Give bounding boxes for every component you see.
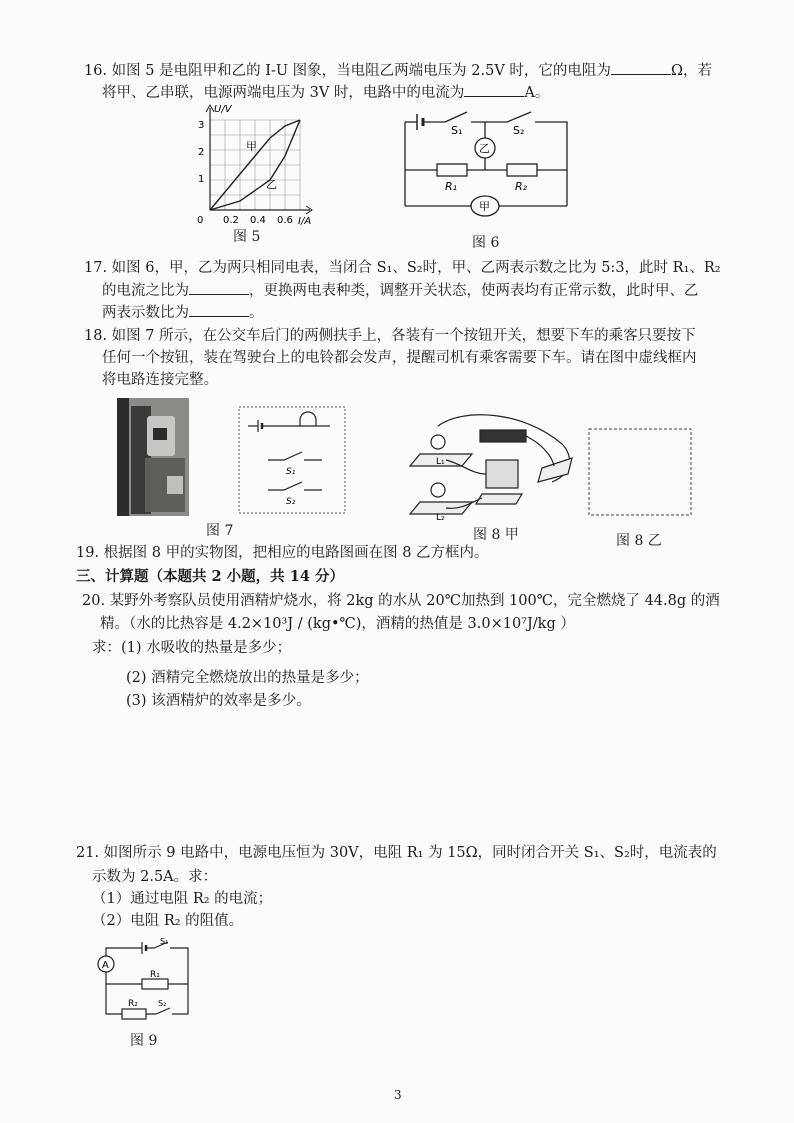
fig8-l2-label: L₂ xyxy=(436,513,445,522)
fig5-ytick-2: 2 xyxy=(198,147,205,158)
fig9-s1-label: S₁ xyxy=(160,937,169,946)
q20-line-2: 精。（水的比热容是 4.2×10³J / (kg•℃)，酒精的热值是 3.0×10⁷J/kg ） xyxy=(100,616,575,632)
fig8-yi-caption: 图 8 乙 xyxy=(616,533,662,549)
fig6-switch-s1-icon xyxy=(445,112,467,122)
fig9-ammeter-label: A xyxy=(102,960,109,971)
fig8-bulb-l1-icon xyxy=(431,435,445,449)
q16-text-2: 将甲、乙串联，电源两端电压为 3V 时，电路中的电流为 xyxy=(102,85,465,101)
fig7-photo xyxy=(117,398,189,516)
fig5-ytick-1: 1 xyxy=(198,174,205,185)
fig7-bell-icon xyxy=(300,412,316,426)
fig6-r2-label: R₂ xyxy=(515,180,528,193)
q16-text-1: 16. 如图 5 是电阻甲和乙的 I-U 图象，当电阻乙两端电压为 2.5V 时，它的电阻为 xyxy=(84,63,611,79)
fig8-switch-base xyxy=(476,494,522,504)
q21-part-1: （1）通过电阻 R₂ 的电流； xyxy=(92,891,273,907)
fig5-xtick-06: 0.6 xyxy=(277,215,293,225)
q21-line-2: 示数为 2.5A。求： xyxy=(92,869,218,885)
figure-6-circuit xyxy=(395,108,580,230)
fig8-ammeter-icon xyxy=(486,460,518,488)
fig6-s1-label: S₁ xyxy=(451,124,463,137)
fig6-s2-label: S₂ xyxy=(513,124,525,137)
fig8-jia-physical-circuit xyxy=(402,404,582,522)
q21-part-2: （2）电阻 R₂ 的阻值。 xyxy=(92,913,244,929)
q17-text-2a: 的电流之比为 xyxy=(102,283,189,299)
q17-text-2b: ，更换两电表种类，调整开关状态，使两表均有正常示数，此时甲、乙 xyxy=(249,283,699,299)
fig8-yi-dashed-frame xyxy=(589,429,691,515)
figure-9-circuit xyxy=(92,936,202,1026)
fig7-photo-button xyxy=(153,428,167,440)
q20-ask-label: 求： xyxy=(92,640,121,656)
q18-line-2: 任何一个按钮，装在驾驶台上的电铃都会发声，提醒司机有乘客需要下车。请在图中虚线框内 xyxy=(102,350,697,366)
q20-part-2: (2) 酒精完全燃烧放出的热量是多少； xyxy=(126,670,369,686)
fig8-l1-label: L₁ xyxy=(436,457,445,467)
fig7-switch-s2-icon xyxy=(268,482,302,490)
fig7-s1-label: S₁ xyxy=(286,467,296,477)
fig8-battery-icon xyxy=(480,430,526,442)
fig9-switch-s2-icon xyxy=(146,1008,170,1014)
q17-text-3b: 。 xyxy=(249,305,264,321)
fig5-caption: 图 5 xyxy=(233,229,261,245)
section-3-title: 三、计算题（本题共 2 小题，共 14 分） xyxy=(76,568,344,585)
q17-blank-1 xyxy=(189,280,249,295)
q16-line-1 xyxy=(84,60,712,81)
q17-line-3 xyxy=(102,302,264,323)
figure-5-iu-graph xyxy=(190,100,330,225)
fig8-bulb-l2-icon xyxy=(431,483,445,497)
q20-part-1: (1) 水吸收的热量是多少； xyxy=(121,640,292,656)
q16-unit-1: Ω，若 xyxy=(670,63,712,79)
fig9-wire-left xyxy=(106,972,122,1014)
fig5-xtick-02: 0.2 xyxy=(223,215,239,225)
fig5-ylabel: U/V xyxy=(214,104,232,115)
q17-blank-2 xyxy=(189,302,249,317)
fig6-switch-s2-icon xyxy=(507,112,531,122)
q17-text-3a: 两表示数比为 xyxy=(102,305,189,321)
fig5-ytick-3: 3 xyxy=(198,120,205,131)
fig5-origin: 0 xyxy=(197,215,204,225)
fig9-caption: 图 9 xyxy=(130,1033,158,1049)
q20-line-1: 20. 某野外考察队员使用酒精炉烧水，将 2kg 的水从 20℃加热到 100℃，完全燃烧了 44.8g 的酒 xyxy=(82,593,720,609)
fig7-s2-label: S₂ xyxy=(286,497,296,507)
fig5-xlabel: I/A xyxy=(298,216,312,225)
fig7-circuit-box xyxy=(238,406,346,516)
q17-line-2 xyxy=(102,280,699,301)
fig9-r1-icon xyxy=(142,979,168,989)
fig8-wire-battery-switch xyxy=(526,436,554,466)
fig9-r2-icon xyxy=(122,1009,146,1019)
q17-line-1: 17. 如图 6，甲，乙为两只相同电表，当闭合 S₁、S₂时，甲、乙两表示数之比为 5:3，此时 R₁、R₂ xyxy=(84,260,721,276)
q19-line: 19. 根据图 8 甲的实物图，把相应的电路图画在图 8 乙方框内。 xyxy=(76,545,489,561)
fig5-grid xyxy=(210,120,300,210)
fig6-meter-jia-label: 甲 xyxy=(479,200,490,213)
q20-part-3: (3) 该酒精炉的效率是多少。 xyxy=(126,693,311,709)
fig5-label-yi: 乙 xyxy=(266,178,277,191)
q20-ask xyxy=(92,638,291,658)
fig7-switch-s1-icon xyxy=(268,452,302,460)
q16-blank-2 xyxy=(464,82,524,97)
page-number: 3 xyxy=(394,1088,402,1102)
q18-line-3: 将电路连接完整。 xyxy=(102,372,218,388)
fig8-switch-2-base xyxy=(538,458,572,482)
fig5-xtick-04: 0.4 xyxy=(250,215,266,225)
q16-blank-1 xyxy=(611,60,671,75)
fig9-s2-label: S₂ xyxy=(158,999,167,1008)
fig7-caption: 图 7 xyxy=(206,523,234,539)
fig7-photo-edge xyxy=(117,398,129,516)
q21-line-1: 21. 如图所示 9 电路中，电源电压恒为 30V，电阻 R₁ 为 15Ω，同时闭合开关 S₁、S₂时，电流表的 xyxy=(76,845,717,861)
fig6-r1-icon xyxy=(437,164,467,176)
q18-line-1: 18. 如图 7 所示，在公交车后门的两侧扶手上，各装有一个按钮开关，想要下车的乘客只要按下 xyxy=(84,328,696,344)
q16-unit-2: A。 xyxy=(524,85,550,101)
fig6-r1-label: R₁ xyxy=(445,180,458,193)
fig9-r2-label: R₂ xyxy=(128,999,138,1009)
fig8-jia-caption: 图 8 甲 xyxy=(473,527,519,543)
fig9-r1-label: R₁ xyxy=(150,970,160,980)
fig6-r2-icon xyxy=(507,164,537,176)
fig7-photo-sign xyxy=(167,476,183,494)
fig5-label-jia: 甲 xyxy=(246,140,257,153)
fig6-wire-right xyxy=(535,122,567,206)
fig6-caption: 图 6 xyxy=(472,235,500,251)
fig8-yi-answer-box xyxy=(588,428,692,518)
fig9-wire-top-left xyxy=(106,948,142,956)
fig9-wire-right xyxy=(170,948,188,1014)
fig6-meter-yi-label: 乙 xyxy=(479,142,490,155)
